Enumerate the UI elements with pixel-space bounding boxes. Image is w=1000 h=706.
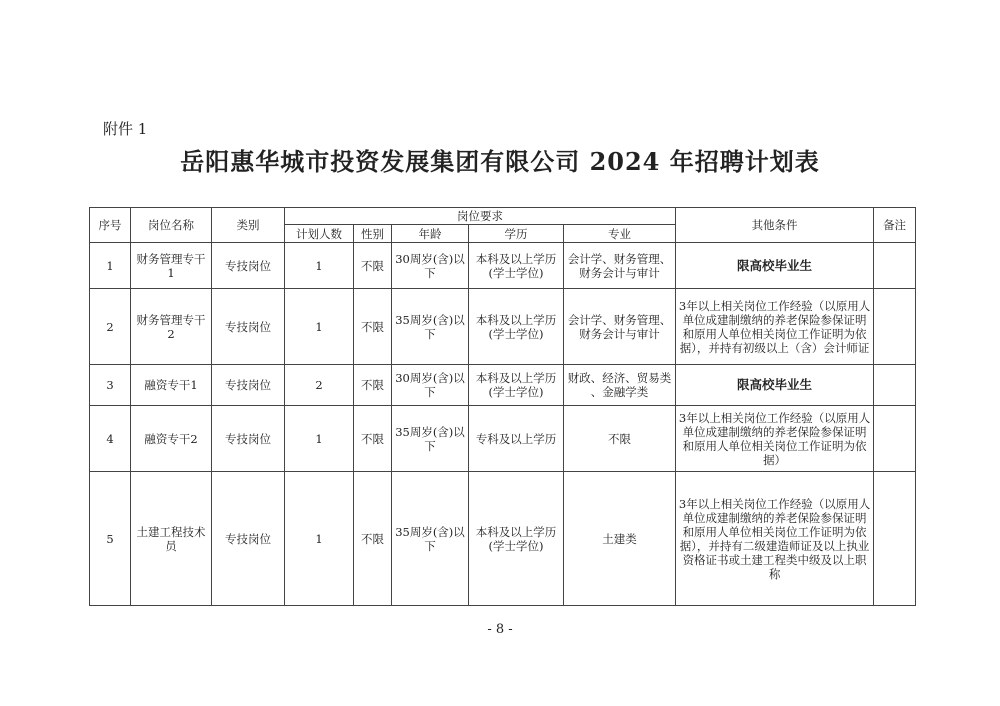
cell-major: 财政、经济、贸易类 、金融学类 <box>564 365 676 406</box>
cell-other: 3年以上相关岗位工作经验（以原用人单位成建制缴纳的养老保险参保证明和原用人单位相关岗位工作证明为依据），并持有二级建造师证及以上执业资格证书或土建工程类中级及以上职称 <box>676 472 874 606</box>
header-headcount: 计划人数 <box>285 225 354 243</box>
cell-position: 财务管理专干1 <box>131 243 212 289</box>
cell-category: 专技岗位 <box>212 289 285 365</box>
cell-gender: 不限 <box>354 289 392 365</box>
cell-no: 3 <box>90 365 131 406</box>
cell-no: 5 <box>90 472 131 606</box>
cell-education: 本科及以上学历(学士学位) <box>469 365 564 406</box>
header-no: 序号 <box>90 208 131 243</box>
cell-no: 4 <box>90 406 131 472</box>
header-remark: 备注 <box>874 208 916 243</box>
cell-position: 融资专干2 <box>131 406 212 472</box>
cell-no: 1 <box>90 243 131 289</box>
header-age: 年龄 <box>392 225 469 243</box>
cell-major: 不限 <box>564 406 676 472</box>
table-row <box>90 243 916 289</box>
cell-gender: 不限 <box>354 243 392 289</box>
cell-category: 专技岗位 <box>212 365 285 406</box>
cell-age: 30周岁(含)以下 <box>392 243 469 289</box>
cell-position: 土建工程技术员 <box>131 472 212 606</box>
header-education: 学历 <box>469 225 564 243</box>
cell-age: 30周岁(含)以下 <box>392 365 469 406</box>
cell-remark <box>874 289 916 365</box>
table-row <box>90 289 916 365</box>
cell-position: 财务管理专干2 <box>131 289 212 365</box>
cell-no: 2 <box>90 289 131 365</box>
cell-age: 35周岁(含)以下 <box>392 472 469 606</box>
cell-gender: 不限 <box>354 365 392 406</box>
header-requirements: 岗位要求 <box>285 208 676 225</box>
table-row <box>90 406 916 472</box>
cell-headcount: 1 <box>285 472 354 606</box>
header-major: 专业 <box>564 225 676 243</box>
page-number: - 8 - <box>487 622 513 637</box>
cell-headcount: 2 <box>285 365 354 406</box>
document-title: 岳阳惠华城市投资发展集团有限公司 2024 年招聘计划表 <box>180 147 820 176</box>
cell-other: 限高校毕业生 <box>676 365 874 406</box>
header-other: 其他条件 <box>676 208 874 243</box>
cell-major: 会计学、财务管理、财务会计与审计 <box>564 243 676 289</box>
cell-remark <box>874 406 916 472</box>
cell-gender: 不限 <box>354 472 392 606</box>
cell-remark <box>874 365 916 406</box>
header-position: 岗位名称 <box>131 208 212 243</box>
cell-education: 本科及以上学历(学士学位) <box>469 289 564 365</box>
cell-headcount: 1 <box>285 406 354 472</box>
cell-category: 专技岗位 <box>212 243 285 289</box>
cell-major: 土建类 <box>564 472 676 606</box>
cell-education: 专科及以上学历 <box>469 406 564 472</box>
cell-age: 35周岁(含)以下 <box>392 289 469 365</box>
cell-major: 会计学、财务管理、财务会计与审计 <box>564 289 676 365</box>
cell-remark <box>874 472 916 606</box>
cell-education: 本科及以上学历(学士学位) <box>469 243 564 289</box>
cell-education: 本科及以上学历(学士学位) <box>469 472 564 606</box>
cell-position: 融资专干1 <box>131 365 212 406</box>
cell-other: 3年以上相关岗位工作经验（以原用人单位成建制缴纳的养老保险参保证明和原用人单位相关岗位工作证明为依据） <box>676 406 874 472</box>
header-category: 类别 <box>212 208 285 243</box>
cell-remark <box>874 243 916 289</box>
cell-other: 限高校毕业生 <box>676 243 874 289</box>
cell-headcount: 1 <box>285 243 354 289</box>
cell-category: 专技岗位 <box>212 472 285 606</box>
cell-headcount: 1 <box>285 289 354 365</box>
attachment-label: 附件 1 <box>103 120 148 138</box>
cell-age: 35周岁(含)以下 <box>392 406 469 472</box>
cell-other: 3年以上相关岗位工作经验（以原用人单位成建制缴纳的养老保险参保证明和原用人单位相关岗位工作证明为依据），并持有初级以上（含）会计师证 <box>676 289 874 365</box>
recruitment-plan-table <box>89 207 916 606</box>
cell-gender: 不限 <box>354 406 392 472</box>
cell-category: 专技岗位 <box>212 406 285 472</box>
table-row <box>90 472 916 606</box>
table-row <box>90 365 916 406</box>
header-gender: 性别 <box>354 225 392 243</box>
